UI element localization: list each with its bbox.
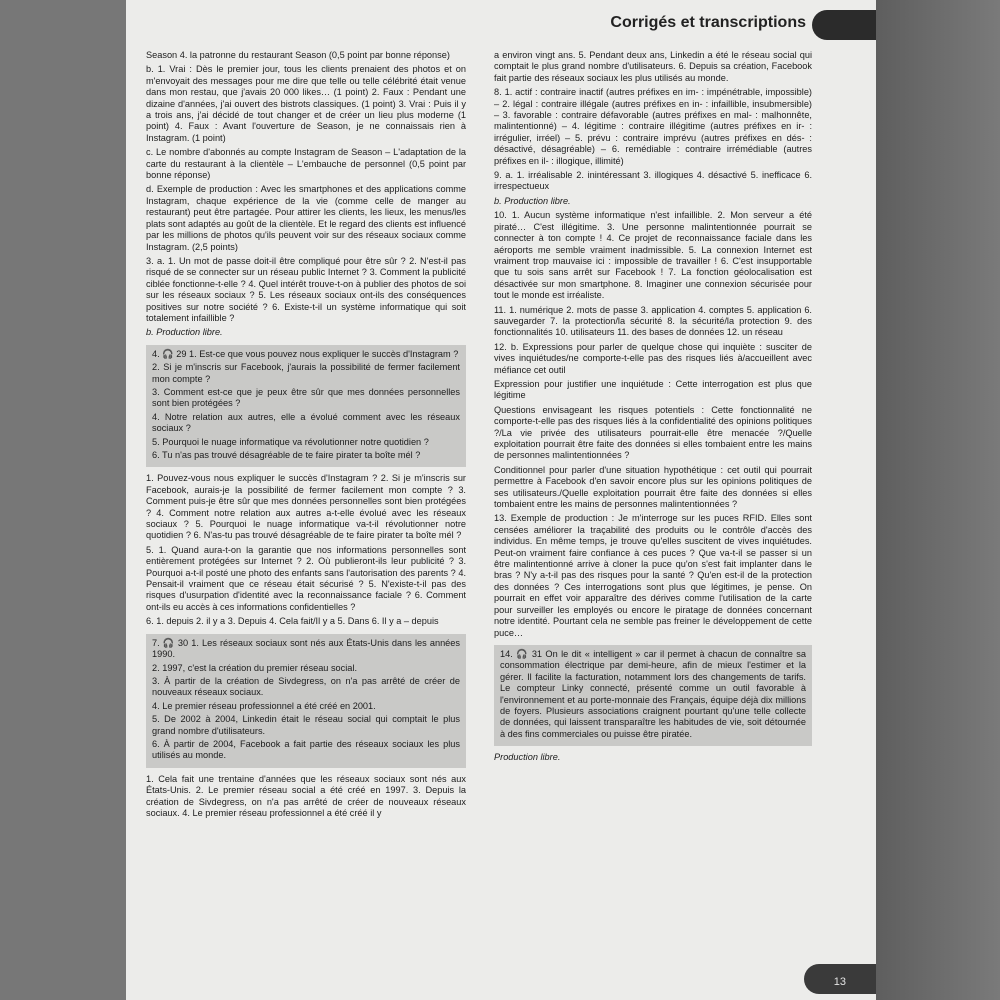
text-paragraph: 13. Exemple de production : Je m'interroge sur les puces RFID. Elles sont censées améliorer la traçabilité des produits ou le contrôle d'accès des individus. En même temps, je trouve qu'elles suscitent de vives inquiétudes. Peut-on vraiment faire confiance à ces puces ? Que va-t-il se passer si un être malintentionné arrive à cloner la puce qu'on s'est fait implanter dans le bras ? N'y a-t-il pas des risques pour la santé ? Qu'en est-il de la protection des données ? Ces interrogations sont plus que légitimes, je pense. On pourrait en effet voir apparaître des dérives comme l'utilisation de la carte pour surveiller les employés ou encore le piratage de données concernant notre identité. Pourtant cela ne semble pas freiner le développement de cette puce…: [494, 513, 812, 638]
box-line: 7. 🎧 30 1. Les réseaux sociaux sont nés aux États-Unis dans les années 1990.: [152, 637, 460, 660]
text-paragraph: b. 1. Vrai : Dès le premier jour, tous les clients prenaient des photos et on m'envoyait des messages pour me dire que telle ou telle célébrité était venue dans mon restau, que j'avais 20 000 likes… (1 point) 2. Faux : Pendant une dizaine d'années, j'ai ouvert des bistrots classiques. (1 point) 3. Vrai : Puis il y a trois ans, j'ai décidé de tout changer et de créer un lieu plus moderne (1 point) 4. Faux : Avant l'ouverture de Season, je ne connaissais rien à Instagram. (1 point): [146, 64, 466, 143]
background-right: [876, 0, 1000, 1000]
transcription-box: [494, 645, 812, 746]
text-paragraph: 11. 1. numérique 2. mots de passe 3. application 4. comptes 5. application 6. sauvegarder 7. la protection/la sécurité 8. la sécurité/la protection 9. des fonctionnalités 10. utilisateurs 11. des bases de données 12. un réseau: [494, 304, 812, 338]
text-paragraph: d. Exemple de production : Avec les smartphones et des applications comme Instagram, chaque expérience de la vie (comme celle de manger au restaurant) peut être partagée. Pour attirer les clients, les lieux, les menus/les plats sont adaptés au goût de la clientèle. Et le regard des clients est influencé par les millions de photos qu'ils peuvent voir sur des réseaux sociaux comme Instagram. (2,5 points): [146, 184, 466, 252]
text-paragraph: 5. 1. Quand aura-t-on la garantie que nos informations personnelles sont entièrement protégées sur Internet ? 2. Où publieront-ils leur publicité ? 3. Pourquoi a-t-il posté une photo des enfants sans l'autorisation des parents ? 4. Pensait-il vraiment que ce réseau était sécurisé ? 5. N'existe-t-il pas des risques d'usurpation d'identité avec la reconnaissance faciale ? 6. Comment ont-ils eu accès à ces informations confidentielles ?: [146, 544, 466, 612]
text-paragraph: c. Le nombre d'abonnés au compte Instagram de Season – L'adaptation de la carte du restaurant à la clientèle – L'embauche de personnel (0,5 point par bonne réponse): [146, 147, 466, 181]
text-paragraph: 3. a. 1. Un mot de passe doit-il être compliqué pour être sûr ? 2. N'est-il pas risqué de se connecter sur un réseau public Internet ? 3. Comment la publicité ciblée fonctionne-t-elle ? 4. Quel intérêt trouve-t-on à publier des photos de soi sur les réseaux sociaux ? 5. Les réseaux sociaux ont-ils des conséquences positives sur notre société ? 6. Existe-t-il un système informatique qui soit totalement infaillible ?: [146, 255, 466, 323]
text-paragraph: Conditionnel pour parler d'une situation hypothétique : cet outil qui pourrait permettre à Facebook d'en savoir encore plus sur les opinions politiques de ses utilisateurs./Quelle exploitation pourrait être faite des données si elles tombaient entre les mains de personnes malintentionnées ?: [494, 464, 812, 510]
box-line: 5. Pourquoi le nuage informatique va révolutionner notre quotidien ?: [152, 436, 429, 447]
text-paragraph: 1. Pouvez-vous nous expliquer le succès d'Instagram ? 2. Si je m'inscris sur Facebook, aurais-je la possibilité de fermer facilement mon compte ? 3. Comment puis-je être sûr que mes données personnelles sont bien protégées ? 4. Comment notre relation aux autres a-t-elle évolué avec les réseaux sociaux ? 5. Pourquoi le nuage informatique va-t-il révolutionner notre quotidien ? 6. N'as-tu pas trouvé désagréable de te faire pirater ta boîte mél ?: [146, 473, 466, 541]
text-paragraph: 8. 1. actif : contraire inactif (autres préfixes en im- : impénétrable, impossible) – 2. légal : contraire illégale (autres préfixes en in- : infaillible, insubmersible) – 3. favorable : contraire défavorable (autres préfixes en mal- : malhonnête, malintentionné) – 4. légitime : contraire illégitime (autres préfixes en ir- : irrégulier, irréel) – 5. prévu : contraire imprévu (autres préfixes en dés- : désactivé, désagréable) – 6. remédiable : contraire irrémédiable (autres préfixes en il- : illogique, illimité): [494, 87, 812, 166]
header-tab-decoration: [812, 10, 876, 40]
transcription-box: [146, 634, 466, 768]
box-line: 4. 🎧 29 1. Est-ce que vous pouvez nous expliquer le succès d'Instagram ?: [152, 348, 459, 359]
box-line: 2. Si je m'inscris sur Facebook, j'aurais la possibilité de fermer facilement mon compte ?: [152, 362, 460, 384]
page-header-title: Corrigés et transcriptions: [610, 14, 806, 31]
box-line: 4. Le premier réseau professionnel a été créé en 2001.: [152, 700, 376, 711]
text-paragraph: 12. b. Expressions pour parler de quelque chose qui inquiète : susciter de vives inquiétudes/ne comporte-t-elle pas des risques liés à/accueillent avec méfiance cet outil: [494, 341, 812, 375]
book-page: [126, 0, 876, 1000]
box-line: 3. Comment est-ce que je peux être sûr que mes données personnelles sont bien protégées ?: [152, 386, 460, 409]
text-paragraph: b. Production libre.: [146, 327, 223, 338]
left-column: [146, 50, 466, 822]
text-paragraph: 10. 1. Aucun système informatique n'est infaillible. 2. Mon serveur a été piraté… C'est illégitime. 3. Une personne malintentionnée pourrait se connecter à ton compte ! 4. Ce projet de reconnaissance faciale dans les aéroports me semble vraiment inadmissible. 5. La connexion Internet est vraiment trop mauvaise ici : impossible de travailler ! 6. C'est insupportable que tu sois sans arrêt sur Facebook ! 7. La fonction géolocalisation est désactivée sur mon smartphone. 8. Imaginer une connexion sécurisée pour tout le monde est irréaliste.: [494, 210, 812, 301]
transcription-box: [146, 345, 466, 468]
box-line: 6. Tu n'as pas trouvé désagréable de te faire pirater ta boîte mél ?: [152, 450, 421, 460]
background-left: [0, 0, 126, 1000]
box-line: 4. Notre relation aux autres, elle a évolué comment avec les réseaux sociaux ?: [152, 411, 460, 434]
text-paragraph: Production libre.: [494, 752, 561, 763]
text-paragraph: Expression pour justifier une inquiétude : Cette interrogation est plus que légitime: [494, 378, 812, 401]
right-column: [494, 50, 812, 767]
text-paragraph: 1. Cela fait une trentaine d'années que les réseaux sociaux sont nés aux États-Unis. 2. Le premier réseau social a été créé en 1997. 3. Depuis la création de Sivdegress, on n'a pas arrêté de créer de nouveaux réseaux sociaux. 4. Le premier réseau professionnel a été créé il y: [146, 773, 466, 818]
page-number: 13: [833, 976, 846, 988]
text-paragraph: Questions envisageant les risques potentiels : Cette fonctionnalité ne comporte-t-elle pas des risques liés à la confidentialité des opinions politiques ?/La vie privée des utilisateurs pourrait-elle être menacée ?/Quelle exploitation pourrait être faite des données si elles tombaient entre les mains de personnes malintentionnées ?: [494, 404, 812, 461]
box-line: 5. De 2002 à 2004, Linkedin était le réseau social qui comptait le plus grand nombre d'utilisateurs.: [152, 714, 460, 736]
box-line: 2. 1997, c'est la création du premier réseau social.: [152, 662, 358, 673]
box-line: 14. 🎧 31 On le dit « intelligent » car il permet à chacun de connaître sa consommation électrique par demi-heure, afin de mieux l'estimer et la gérer. Il facilite la facturation, notamment lors des changements de tarifs. Le compteur Linky connecté, présenté comme un outil favorable à l'environnement et au porte-monnaie des Français, équipe déjà dix millions de foyers. Plusieurs associations craignent pourtant qu'une telle collecte de données, qui laissent transparaître les habitudes de vie, soit détournée à des fins commerciales ou puisse être piratée.: [500, 648, 806, 739]
box-line: 6. À partir de 2004, Facebook a fait partie des réseaux sociaux les plus utilisés au monde.: [152, 738, 460, 761]
text-paragraph: Season 4. la patronne du restaurant Season (0,5 point par bonne réponse): [146, 50, 450, 60]
box-line: 3. À partir de la création de Sivdegress, on n'a pas arrêté de créer de nouveaux réseaux sociaux.: [152, 675, 460, 698]
text-paragraph: a environ vingt ans. 5. Pendant deux ans, Linkedin a été le réseau social qui comptait le plus grand nombre d'utilisateurs. 6. Depuis sa création, Facebook fait partie des réseaux sociaux les plus utilisés au monde.: [494, 50, 812, 83]
text-paragraph: 6. 1. depuis 2. il y a 3. Depuis 4. Cela fait/Il y a 5. Dans 6. Il y a – depuis: [146, 616, 439, 627]
text-paragraph: b. Production libre.: [494, 195, 571, 206]
text-paragraph: 9. a. 1. irréalisable 2. inintéressant 3. illogiques 4. désactivé 5. inefficace 6. irrespectueux: [494, 170, 812, 192]
